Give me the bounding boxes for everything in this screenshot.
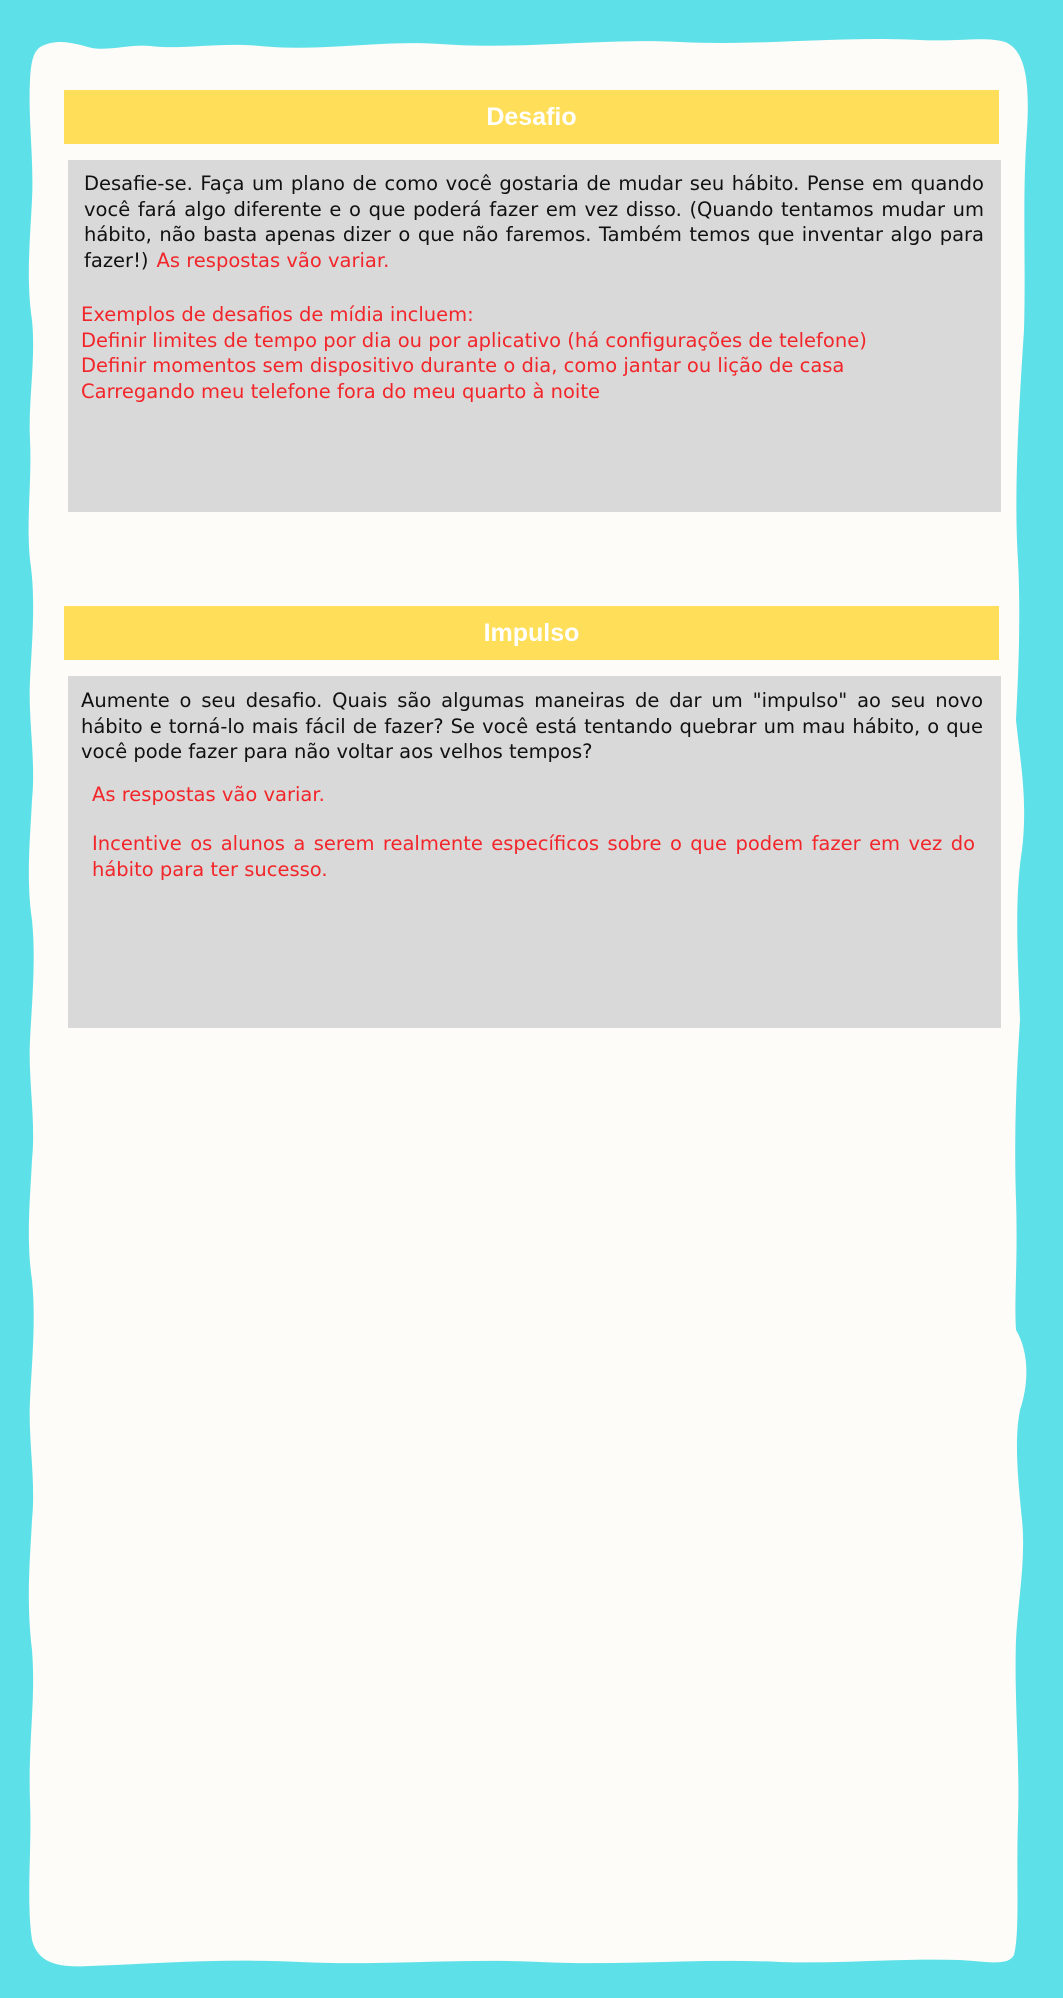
- challenge-example-item: Definir momentos sem dispositivo durante o dia, como jantar ou lição de casa: [81, 354, 845, 377]
- challenge-example-item: Carregando meu telefone fora do meu quarto à noite: [81, 379, 600, 403]
- boost-prompt: Aumente o seu desafio. Quais são algumas maneiras de dar um "impulso" ao seu novo hábito e torná-lo mais fácil de fazer? Se você está tentando quebrar um mau hábito, o que você pode fazer para não voltar aos velhos tempos?: [81, 689, 983, 763]
- challenge-examples-intro: Exemplos de desafios de mídia incluem:: [81, 303, 474, 326]
- boost-header-text: Impulso: [483, 618, 580, 647]
- challenge-header-text: Desafio: [486, 102, 577, 131]
- challenge-answer-box: [68, 160, 1001, 512]
- challenge-header: [64, 90, 999, 144]
- boost-tip: Incentive os alunos a serem realmente específicos sobre o que podem fazer em vez do hábito para ter sucesso.: [92, 832, 975, 881]
- challenge-example-item: Definir limites de tempo por dia ou por aplicativo (há configurações de telefone): [81, 328, 867, 352]
- boost-header: [64, 606, 999, 660]
- challenge-examples: [81, 302, 981, 404]
- boost-answer: As respostas vão variar.: [92, 783, 325, 806]
- challenge-prompt: [84, 171, 984, 273]
- challenge-prompt-text: Desafie-se. Faça um plano de como você gostaria de mudar seu hábito. Pense em quando você fará algo diferente e o que poderá fazer em vez disso. (Quando tentamos mudar um hábito, não basta apenas dizer o que não faremos. Também temos que inventar algo para fazer!): [84, 172, 984, 272]
- boost-answer-box: [68, 676, 1001, 1028]
- challenge-answer: As respostas vão variar.: [156, 248, 390, 272]
